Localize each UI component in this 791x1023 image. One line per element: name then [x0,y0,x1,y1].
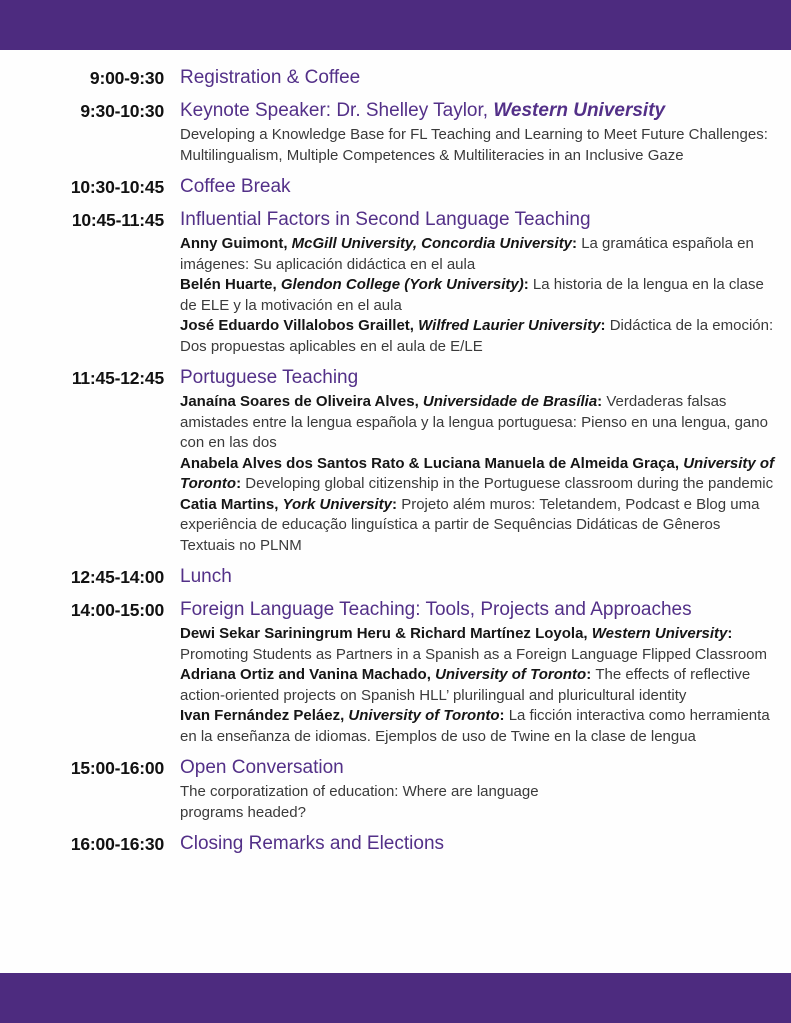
session-title [180,208,740,232]
detail-segment: McGill University, Concordia University [291,235,573,252]
title-segment: Foreign Language Teaching: Tools, Projects and Approaches [180,599,692,620]
detail-segment: Wilfred Laurier University [418,317,601,334]
session-details [180,234,775,357]
detail-segment: : [499,707,509,724]
session-time: 14:00-15:00 [70,600,164,620]
session-time: 11:45-12:45 [71,368,164,388]
session-content [180,208,791,357]
session-detail [180,706,775,747]
detail-segment: : [597,393,607,410]
session-content [180,598,791,747]
session-detail [180,454,775,495]
detail-segment: The effects of reflective action-oriented projects on Spanish HLL’ plurilingual and pluricultural identity [180,666,751,704]
schedule-row [0,565,791,589]
session-detail [180,665,775,706]
session-time: 15:00-16:00 [70,758,164,778]
detail-segment: University of Toronto [435,666,587,683]
session-time: 10:30-10:45 [70,177,164,197]
title-segment: Closing Remarks and Elections [180,833,445,854]
detail-segment: Projeto além muros: Teletandem, Podcast e Blog uma experiência de educação linguística a partir de Sequências Didáticas de Gêneros Textuais no PLNM [180,495,760,554]
session-title [180,598,740,622]
detail-segment: Anabela Alves dos Santos Rato & Luciana Manuela de Almeida Graça, [180,454,684,472]
detail-segment: The corporatization of education: Where are language programs headed? [180,783,539,821]
detail-segment: Catia Martins, [180,495,283,513]
session-details [180,624,775,747]
detail-segment: University of Toronto [348,707,500,724]
session-content [180,175,791,199]
schedule-row [0,598,791,747]
session-time: 16:00-16:30 [70,834,164,854]
detail-segment: Ivan Fernández Peláez, [180,707,349,724]
schedule-row [0,66,791,90]
detail-segment: Developing global citizenship in the Portuguese classroom during the pandemic [245,475,774,492]
detail-segment: Anny Guimont, [180,235,292,252]
detail-segment: Belén Huarte, [180,276,281,293]
detail-segment: Universidade de Brasília [422,393,598,410]
session-detail [180,275,775,316]
session-content [180,366,791,556]
title-segment: Portuguese Teaching [180,367,359,388]
detail-segment: Dewi Sekar Sariningrum Heru & Richard Martínez Loyola, [180,625,592,642]
detail-segment: : [600,317,610,334]
session-title [180,565,740,589]
title-segment: Keynote Speaker: Dr. Shelley Taylor, [180,100,494,121]
detail-segment: La gramática española en imágenes: Su aplicación didáctica en el aula [180,235,754,273]
session-time: 9:30-10:30 [80,101,164,121]
detail-segment: : [727,625,733,642]
title-segment: Influential Factors in Second Language Teaching [180,209,591,230]
session-title [180,175,740,199]
detail-segment: Western University [591,625,728,642]
detail-segment: La historia de la lengua en la clase de ELE y la motivación en el aula [180,276,764,314]
detail-segment: : [572,235,582,252]
session-details [180,125,775,166]
session-title [180,832,740,856]
detail-segment: Janaína Soares de Oliveira Alves, [180,393,423,410]
session-time: 10:45-11:45 [71,210,164,230]
session-detail [180,624,775,665]
schedule-row [0,366,791,556]
session-title [180,366,740,390]
session-content [180,565,791,589]
session-detail [180,125,775,166]
session-time: 9:00-9:30 [89,68,164,88]
session-content [180,66,791,90]
title-segment: Western University [493,100,666,121]
detail-segment: : [392,495,402,513]
detail-segment: : [523,276,533,293]
detail-segment: Adriana Ortiz and Vanina Machado, [180,666,436,683]
session-detail [180,782,578,823]
schedule-row [0,832,791,856]
session-title [180,66,740,90]
session-detail [180,392,775,454]
session-content [180,99,791,166]
title-segment: Open Conversation [180,757,344,778]
schedule-row [0,756,791,823]
detail-segment: José Eduardo Villalobos Graillet, [180,317,419,334]
session-content [180,756,791,823]
detail-segment: : [586,666,596,683]
session-title [180,99,740,123]
detail-segment: Glendon College (York University) [280,276,524,293]
detail-segment: Promoting Students as Partners in a Spanish as a Foreign Language Flipped Classroom [180,645,767,663]
bottom-accent-bar [0,973,791,1023]
session-detail [180,234,775,275]
detail-segment: Verdaderas falsas amistades entre la lengua española y la lengua portuguesa: Pienso en una lengua, gano con en las dos [180,393,768,451]
top-accent-bar [0,0,791,50]
session-time: 12:45-14:00 [70,567,164,587]
schedule-row [0,175,791,199]
detail-segment: : [236,475,246,492]
detail-segment: Developing a Knowledge Base for FL Teaching and Learning to Meet Future Challenges: Multilingualism, Multiple Competences & Multiliteracies in an Inclusive Gaze [180,126,768,164]
schedule-list [0,50,791,973]
session-details [180,392,775,556]
detail-segment: Didáctica de la emoción: Dos propuestas aplicables en el aula de E/LE [180,317,774,355]
title-segment: Lunch [180,566,232,587]
title-segment: Coffee Break [180,176,291,197]
schedule-row [0,99,791,166]
detail-segment: University of Toronto [180,454,775,492]
session-details [180,782,578,823]
detail-segment: La ficción interactiva como herramienta en la enseñanza de idiomas. Ejemplos de uso de Twine en la clase de lengua [180,707,770,745]
title-segment: Registration & Coffee [180,67,361,88]
detail-segment: York University [282,495,393,513]
session-title [180,756,740,780]
schedule-row [0,208,791,357]
session-detail [180,316,775,357]
session-detail [180,495,775,557]
session-content [180,832,791,856]
